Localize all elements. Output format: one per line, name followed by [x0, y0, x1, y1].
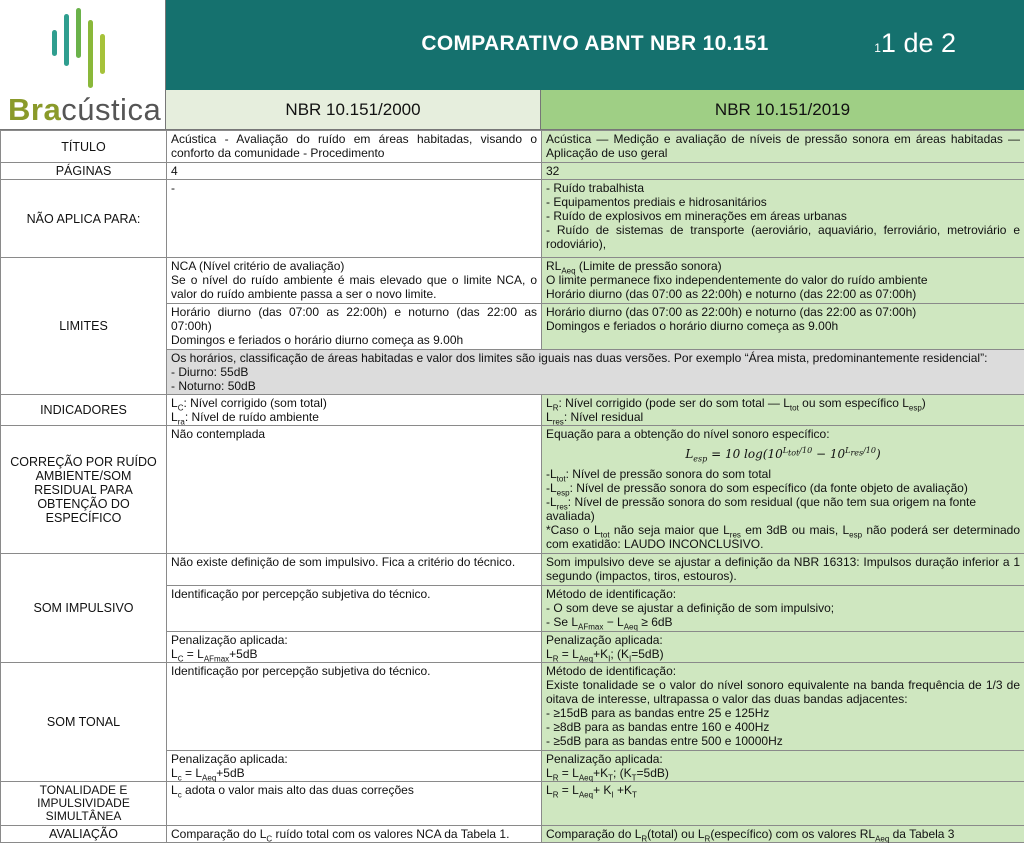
row-label: SOM IMPULSIVO [1, 554, 167, 663]
cell-2000: Não existe definição de som impulsivo. Fica a critério do técnico. [167, 554, 542, 586]
logo-bars-icon [48, 6, 120, 92]
cell-2019: Método de identificação: Existe tonalidade se o valor do nível sonoro equivalente na banda frequência de 1/3 de oitava de interesse, ultrapassa o valor das duas bandas adjacentes: - ≥15dB para as bandas entre 25 e 125Hz - ≥8dB para as bandas entre 160 e 400Hz - ≥5dB para as bandas entre 500 e 10000Hz [542, 663, 1024, 751]
list-item: - Equipamentos prediais e hidrosanitários [546, 195, 1020, 209]
row-label: TONALIDADE E IMPULSIVIDADE SIMULTÂNEA [1, 782, 167, 826]
table-row [1, 554, 1024, 586]
cell-2019: Acústica — Medição e avaliação de níveis de pressão sonora em áreas habitadas — Aplicação de uso geral [542, 131, 1024, 163]
cell-2000: Não contemplada [167, 426, 542, 554]
cell-2000: Acústica - Avaliação do ruído em áreas habitadas, visando o conforto da comunidade - Procedimento [167, 131, 542, 163]
shared-note-cell: Os horários, classificação de áreas habitadas e valor dos limites são iguais nas duas versões. Por exemplo “Área mista, predominantemente residencial”: - Diurno: 55dB - Noturno: 50dB [167, 350, 1024, 395]
row-label: PÁGINAS [1, 163, 167, 180]
cell-2019: Equação para a obtenção do nível sonoro específico: $L_{esp} = 10$ $\log(10^{L_{tot}/10} - 10^{L_{res}/10})$ $-L_{tot}$: Nível de pressão sonora do som total $-L_{esp}$: Nível de pressão sonora do som específico (da fonte objeto de avaliação) $-L_{res}$: Nível de pressão sonora do som residual (que não tem sua origem na fonte avaliada) *Caso o $L_{tot}$ não seja maior que $L_{res}$ em 3dB ou mais, $L_{esp}$ não poderá ser determinado com exatidão: LAUDO INCONCLUSIVO. [542, 426, 1024, 554]
cell-2019: Método de identificação: - O som deve se ajustar a definição de som impulsivo; - Se $L_{AFmax} - L_{Aeq} \ge 6dB$ [542, 586, 1024, 632]
cell-2000: Penalização aplicada: $L_c = L_{Aeq}+5dB$ [167, 751, 542, 782]
cell-2000: Comparação do $L_C$ ruído total com os valores NCA da Tabela 1. [167, 826, 542, 843]
cell-2019: Som impulsivo deve se ajustar a definição da NBR 16313: Impulsos duração inferior a 1 segundo (impactos, tiros, estouros). [542, 554, 1024, 586]
row-label: TÍTULO [1, 131, 167, 163]
row-label: NÃO APLICA PARA: [1, 180, 167, 258]
cell-2000: $L_C$: Nível corrigido (som total) $L_{ra}$: Nível de ruído ambiente [167, 395, 542, 426]
list-item: - Ruído trabalhista [546, 181, 1020, 195]
cell-2019: Comparação do $L_R(total)$ ou $L_R(específico)$ com os valores $RL_{Aeq}$ da Tabela 3 [542, 826, 1024, 843]
row-label: CORREÇÃO POR RUÍDO AMBIENTE/SOM RESIDUAL PARA OBTENÇÃO DO ESPECÍFICO [1, 426, 167, 554]
table-row [1, 180, 1024, 258]
table-row [1, 426, 1024, 554]
column-header-2019: NBR 10.151/2019 [541, 90, 1024, 130]
cell-2019 [542, 180, 1024, 258]
cell-2000: 4 [167, 163, 542, 180]
cell-2019: Penalização aplicada: $L_R = L_{Aeq}+K_I$; $(K_I=5dB)$ [542, 632, 1024, 663]
cell-2019: $RL_{Aeq}$ (Limite de pressão sonora) O limite permanece fixo independentemente do valor do ruído ambiente Horário diurno (das 07:00 as 22:00h) e noturno (das 22:00 as 07:00h) [542, 258, 1024, 304]
list-item: - Ruído de explosivos em minerações em áreas urbanas [546, 209, 1020, 223]
row-label: SOM TONAL [1, 663, 167, 782]
brand-name: Bracústica [8, 92, 161, 128]
table-row [1, 163, 1024, 180]
page-indicator: 11 de 2 [874, 28, 956, 59]
page-title: COMPARATIVO ABNT NBR 10.151 [166, 32, 1024, 56]
row-label: AVALIAÇÃO [1, 826, 167, 843]
table-row [1, 663, 1024, 751]
row-label: INDICADORES [1, 395, 167, 426]
equation: $L_{esp} = 10$ $\log(10^{L_{tot}/10} - 10^{L_{res}/10})$ [546, 441, 1020, 467]
column-header-2000: NBR 10.151/2000 [166, 90, 541, 130]
cell-2000: Identificação por percepção subjetiva do técnico. [167, 586, 542, 632]
cell-2019: Horário diurno (das 07:00 as 22:00h) e noturno (das 22:00 as 07:00h) Domingos e feriados o horário diurno começa as 9.00h [542, 304, 1024, 350]
table-row [1, 782, 1024, 826]
cell-2000: Horário diurno (das 07:00 as 22:00h) e noturno (das 22:00 as 07:00h) Domingos e feriados o horário diurno começa as 9.00h [167, 304, 542, 350]
cell-2019: Penalização aplicada: $L_R = L_{Aeq}+K_T$; $(K_T=5dB)$ [542, 751, 1024, 782]
cell-2019: $L_R$: Nível corrigido (pode ser do som total — $L_{tot}$ ou som específico $L_{esp}$) $L_{res}$: Nível residual [542, 395, 1024, 426]
cell-2019: 32 [542, 163, 1024, 180]
table-row [1, 395, 1024, 426]
company-logo [0, 0, 166, 130]
list-item: - Ruído de sistemas de transporte (aeroviário, aquaviário, ferroviário, metroviário e rodoviário), [546, 223, 1020, 251]
cell-2000: - [167, 180, 542, 258]
cell-2000: Identificação por percepção subjetiva do técnico. [167, 663, 542, 751]
cell-2000: $L_c$ adota o valor mais alto das duas correções [167, 782, 542, 826]
cell-2000: NCA (Nível critério de avaliação) Se o nível do ruído ambiente é mais elevado que o limite NCA, o valor do ruído ambiente passa a ser o novo limite. [167, 258, 542, 304]
cell-2000: Penalização aplicada: $L_C = L_{AFmax}+5dB$ [167, 632, 542, 663]
table-row [1, 826, 1024, 843]
comparison-table [0, 130, 1024, 843]
cell-2019: $L_R = L_{Aeq}+ K_I +K_T$ [542, 782, 1024, 826]
table-row [1, 258, 1024, 304]
header-banner [166, 0, 1024, 90]
table-row [1, 131, 1024, 163]
row-label: LIMITES [1, 258, 167, 395]
